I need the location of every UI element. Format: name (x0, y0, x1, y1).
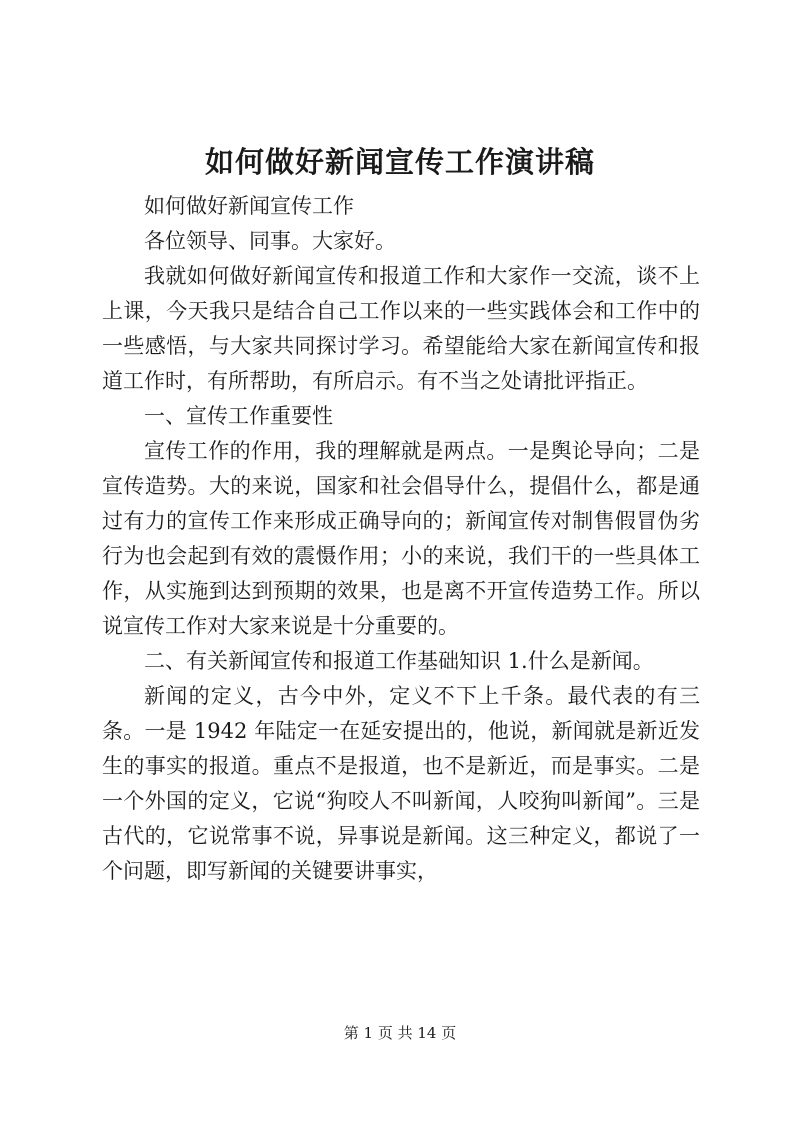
document-body (102, 189, 700, 889)
paragraph-news-definition: 新闻的定义，古今中外，定义不下上千条。最代表的有三条。一是 1942 年陆定一在延安提出的，他说，新闻就是新近发生的事实的报道。重点不是报道，也不是新近，而是事实。二是一个外国的定义，它说“狗咬人不叫新闻，人咬狗叫新闻”。三是古代的，它说常事不说，异事说是新闻。这三种定义，都说了一个问题，即写新闻的关键要讲事实， (102, 684, 700, 883)
section-heading-2: 二、有关新闻宣传和报道工作基础知识 1.什么是新闻。 (144, 649, 654, 673)
paragraph-role-of-publicity: 宣传工作的作用，我的理解就是两点。一是舆论导向；二是宣传造势。大的来说，国家和社会倡导什么，提倡什么，都是通过有力的宣传工作来形成正确导向的；新闻宣传对制售假冒伪劣行为也会起到有效的震慑作用；小的来说，我们干的一些具体工作，从实施到达到预期的效果，也是离不开宣传造势工作。所以说宣传工作对大家来说是十分重要的。 (102, 439, 700, 638)
page-footer: 第 1 页 共 14 页 (343, 1024, 457, 1042)
paragraph-intro: 我就如何做好新闻宣传和报道工作和大家作一交流，谈不上上课，今天我只是结合自己工作以来的一些实践体会和工作中的一些感悟，与大家共同探讨学习。希望能给大家在新闻宣传和报道工作时，有所帮助，有所启示。有不当之处请批评指正。 (102, 264, 700, 393)
paragraph-greeting: 各位领导、同事。大家好。 (144, 229, 396, 253)
section-heading-1: 一、宣传工作重要性 (144, 404, 333, 428)
paragraph-subtitle: 如何做好新闻宣传工作 (144, 194, 354, 218)
document-title: 如何做好新闻宣传工作演讲稿 (204, 145, 595, 179)
